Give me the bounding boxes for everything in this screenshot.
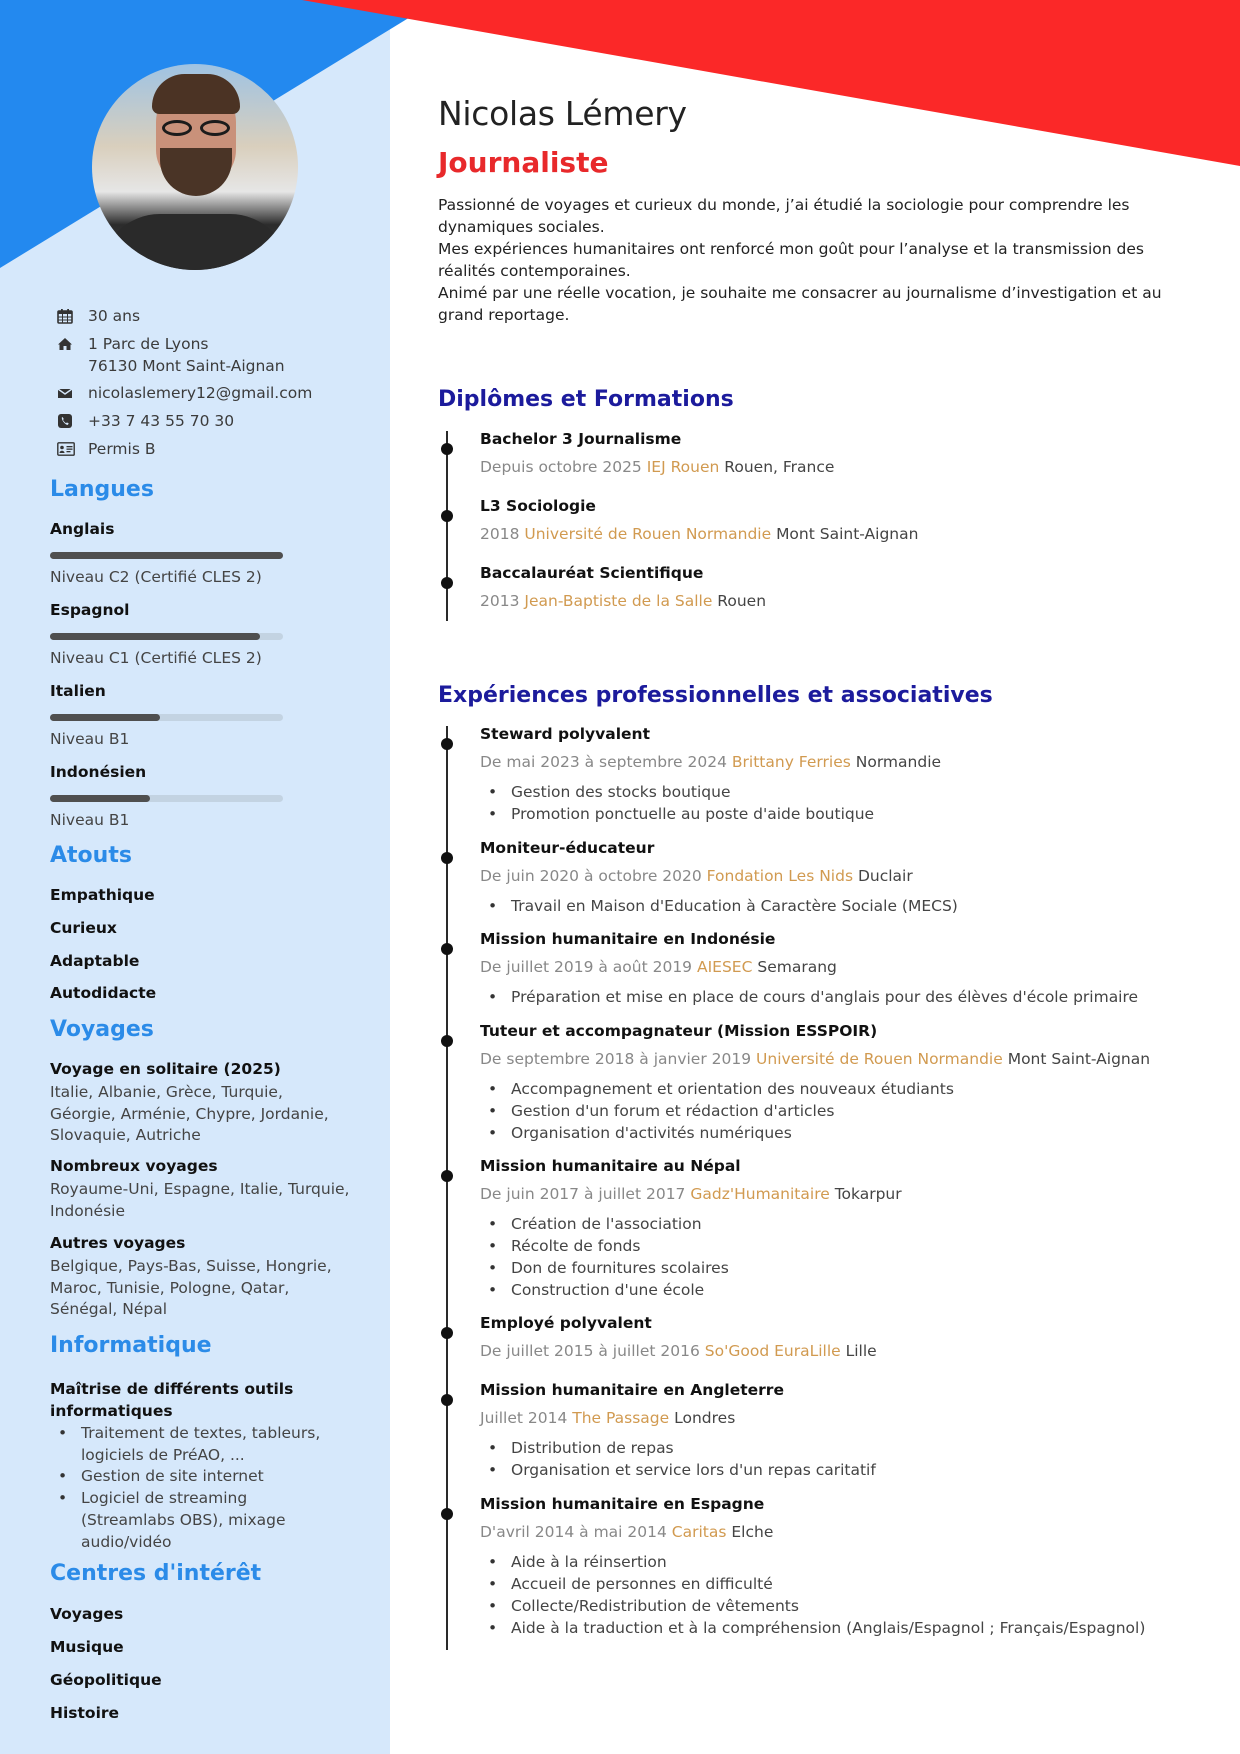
entry-meta	[480, 1050, 1150, 1068]
interest-item: Voyages	[50, 1605, 124, 1623]
entry-bullet: • Aide à la réinsertion	[480, 1551, 1200, 1573]
email-link[interactable]: nicolaslemery12@gmail.com	[88, 384, 313, 402]
entry-meta	[480, 1185, 902, 1203]
contact-phone	[50, 410, 234, 432]
entry-date: De septembre 2018 à janvier 2019	[480, 1050, 752, 1068]
interest-item: Histoire	[50, 1704, 120, 1722]
entry-meta	[480, 525, 918, 543]
entry-location: Duclair	[857, 867, 913, 885]
computing-heading: Informatique	[50, 1333, 212, 1358]
address-line2: 76130 Mont Saint-Aignan	[88, 357, 285, 375]
entry-bullets	[480, 1551, 1200, 1639]
entry-meta	[480, 1523, 773, 1541]
strength-item: Empathique	[50, 886, 155, 904]
language-level-fill	[50, 633, 260, 640]
photo-glasses	[160, 120, 232, 136]
entry-title: Mission humanitaire en Indonésie	[480, 930, 776, 948]
entry-bullet: • Accueil de personnes en difficulté	[480, 1573, 1200, 1595]
entry-bullets	[480, 781, 1200, 825]
timeline-dot	[441, 1394, 453, 1406]
timeline-dot	[441, 852, 453, 864]
license-text: Permis B	[88, 440, 156, 458]
entry-date: Depuis octobre 2025	[480, 458, 642, 476]
language-level-bar	[50, 633, 283, 640]
entry-bullet: • Travail en Maison d'Education à Caractère Sociale (MECS)	[480, 895, 1200, 917]
interest-item: Géopolitique	[50, 1671, 162, 1689]
language-level-fill	[50, 552, 283, 559]
strength-item: Autodidacte	[50, 984, 157, 1002]
language-name: Espagnol	[50, 601, 130, 619]
home-icon	[50, 333, 88, 355]
contact-email	[50, 382, 312, 404]
experience-heading: Expériences professionnelles et associatives	[438, 683, 993, 708]
photo-beard	[160, 148, 232, 196]
entry-bullet: • Gestion des stocks boutique	[480, 781, 1200, 803]
entry-org: Jean-Baptiste de la Salle	[524, 592, 713, 610]
timeline-dot	[441, 443, 453, 455]
entry-meta	[480, 1342, 877, 1360]
entry-location: Tokarpur	[834, 1185, 902, 1203]
entry-meta	[480, 867, 913, 885]
entry-bullet: • Gestion d'un forum et rédaction d'articles	[480, 1100, 1200, 1122]
entry-title: Bachelor 3 Journalisme	[480, 430, 682, 448]
entry-date: D'avril 2014 à mai 2014	[480, 1523, 667, 1541]
language-level-fill	[50, 795, 150, 802]
entry-bullet: • Création de l'association	[480, 1213, 1200, 1235]
entry-date: 2018	[480, 525, 520, 543]
timeline-dot	[441, 1327, 453, 1339]
entry-bullet: • Collecte/Redistribution de vêtements	[480, 1595, 1200, 1617]
age-text: 30 ans	[88, 307, 141, 325]
entry-bullet: • Don de fournitures scolaires	[480, 1257, 1200, 1279]
entry-location: Mont Saint-Aignan	[776, 525, 919, 543]
computing-item: • Traitement de textes, tableurs, logiciels de PréAO, ...	[50, 1423, 340, 1466]
entry-location: Londres	[674, 1409, 736, 1427]
envelope-icon	[50, 382, 88, 404]
phone-text[interactable]: +33 7 43 55 70 30	[88, 412, 235, 430]
address-line1: 1 Parc de Lyons	[88, 335, 209, 353]
entry-bullet: • Récolte de fonds	[480, 1235, 1200, 1257]
contact-license	[50, 438, 155, 460]
language-level: Niveau C1 (Certifié CLES 2)	[50, 649, 262, 667]
travel-group-countries: Belgique, Pays-Bas, Suisse, Hongrie, Maroc, Tunisie, Pologne, Qatar, Sénégal, Népal	[50, 1257, 332, 1319]
entry-date: De mai 2023 à septembre 2024	[480, 753, 727, 771]
entry-meta	[480, 753, 941, 771]
entry-org: IEJ Rouen	[646, 458, 720, 476]
language-level-bar	[50, 552, 283, 559]
strength-item: Adaptable	[50, 952, 140, 970]
entry-location: Normandie	[855, 753, 942, 771]
summary-paragraph: Mes expériences humanitaires ont renforcé mon goût pour l’analyse et la transmission des réalités contemporaines.	[438, 240, 1144, 280]
profile-photo	[92, 64, 298, 270]
language-level: Niveau B1	[50, 811, 130, 829]
language-level: Niveau C2 (Certifié CLES 2)	[50, 568, 262, 586]
interest-item: Musique	[50, 1638, 124, 1656]
entry-location: Lille	[845, 1342, 877, 1360]
entry-title: Mission humanitaire au Népal	[480, 1157, 741, 1175]
entry-org: So'Good EuraLille	[704, 1342, 841, 1360]
entry-date: De juin 2020 à octobre 2020	[480, 867, 702, 885]
entry-title: Tuteur et accompagnateur (Mission ESSPOIR)	[480, 1022, 878, 1040]
travel-group-title: Voyage en solitaire (2025)	[50, 1060, 281, 1078]
entry-bullet: • Construction d'une école	[480, 1279, 1200, 1301]
contact-age	[50, 305, 140, 327]
entry-title: Moniteur-éducateur	[480, 839, 655, 857]
entry-bullet: • Distribution de repas	[480, 1437, 1200, 1459]
entry-location: Elche	[731, 1523, 774, 1541]
entry-location: Rouen	[717, 592, 767, 610]
timeline-dot	[441, 943, 453, 955]
language-level-bar	[50, 714, 283, 721]
computing-list	[50, 1423, 340, 1553]
timeline-dot	[441, 510, 453, 522]
entry-bullet: • Promotion ponctuelle au poste d'aide boutique	[480, 803, 1200, 825]
entry-org: AIESEC	[696, 958, 753, 976]
entry-org: Fondation Les Nids	[706, 867, 854, 885]
summary-paragraph: Animé par une réelle vocation, je souhaite me consacrer au journalisme d’investigation et au grand reportage.	[438, 284, 1162, 324]
entry-org: Brittany Ferries	[731, 753, 851, 771]
entry-bullet: • Accompagnement et orientation des nouveaux étudiants	[480, 1078, 1200, 1100]
entry-bullet: • Préparation et mise en place de cours d'anglais pour des élèves d'école primaire	[480, 986, 1200, 1008]
language-level-bar	[50, 795, 283, 802]
travels-heading: Voyages	[50, 1017, 154, 1042]
entry-bullet: • Aide à la traduction et à la compréhension (Anglais/Espagnol ; Français/Espagnol)	[480, 1617, 1200, 1639]
strength-item: Curieux	[50, 919, 117, 937]
full-name: Nicolas Lémery	[438, 94, 687, 133]
job-title: Journaliste	[438, 146, 609, 179]
entry-date: De juillet 2019 à août 2019	[480, 958, 693, 976]
education-timeline-line	[446, 431, 448, 621]
contact-address	[50, 333, 285, 377]
entry-org: The Passage	[572, 1409, 670, 1427]
entry-meta	[480, 458, 834, 476]
calendar-icon	[50, 305, 88, 327]
entry-org: Caritas	[671, 1523, 727, 1541]
entry-bullet: • Organisation et service lors d'un repas caritatif	[480, 1459, 1200, 1481]
entry-title: Steward polyvalent	[480, 725, 650, 743]
entry-bullets	[480, 1078, 1200, 1144]
entry-org: Gadz'Humanitaire	[690, 1185, 830, 1203]
entry-meta	[480, 1409, 735, 1427]
travel-group-title: Autres voyages	[50, 1234, 186, 1252]
timeline-dot	[441, 1170, 453, 1182]
languages-heading: Langues	[50, 477, 154, 502]
id-card-icon	[50, 438, 88, 460]
entry-location: Semarang	[757, 958, 837, 976]
entry-title: Mission humanitaire en Angleterre	[480, 1381, 784, 1399]
entry-date: Juillet 2014	[480, 1409, 568, 1427]
entry-location: Rouen, France	[724, 458, 835, 476]
computing-title: Maîtrise de différents outils informatiques	[50, 1380, 294, 1420]
entry-bullets	[480, 895, 1200, 917]
timeline-dot	[441, 1035, 453, 1047]
entry-bullets	[480, 1437, 1200, 1481]
entry-org: Université de Rouen Normandie	[524, 525, 772, 543]
travel-group-title: Nombreux voyages	[50, 1157, 218, 1175]
entry-org: Université de Rouen Normandie	[756, 1050, 1003, 1068]
entry-meta	[480, 958, 837, 976]
entry-date: De juillet 2015 à juillet 2016	[480, 1342, 700, 1360]
language-name: Indonésien	[50, 763, 147, 781]
strengths-heading: Atouts	[50, 843, 132, 868]
photo-shirt	[100, 214, 290, 270]
entry-date: De juin 2017 à juillet 2017	[480, 1185, 686, 1203]
travel-group-countries: Royaume-Uni, Espagne, Italie, Turquie, Indonésie	[50, 1180, 350, 1220]
timeline-dot	[441, 738, 453, 750]
entry-title: Employé polyvalent	[480, 1314, 652, 1332]
timeline-dot	[441, 1508, 453, 1520]
entry-title: Baccalauréat Scientifique	[480, 564, 704, 582]
entry-date: 2013	[480, 592, 520, 610]
language-level: Niveau B1	[50, 730, 130, 748]
entry-bullets	[480, 1213, 1200, 1301]
profile-summary	[438, 194, 1198, 326]
timeline-dot	[441, 577, 453, 589]
photo-hair	[152, 74, 240, 114]
language-name: Italien	[50, 682, 106, 700]
travel-group-countries: Italie, Albanie, Grèce, Turquie, Géorgie, Arménie, Chypre, Jordanie, Slovaquie, Autriche	[50, 1083, 329, 1145]
computing-item: • Gestion de site internet	[50, 1466, 340, 1488]
language-level-fill	[50, 714, 160, 721]
entry-title: Mission humanitaire en Espagne	[480, 1495, 765, 1513]
phone-icon	[50, 410, 88, 432]
education-heading: Diplômes et Formations	[438, 387, 734, 412]
summary-paragraph: Passionné de voyages et curieux du monde, j’ai étudié la sociologie pour comprendre les dynamiques sociales.	[438, 196, 1130, 236]
language-name: Anglais	[50, 520, 115, 538]
entry-title: L3 Sociologie	[480, 497, 596, 515]
entry-bullets	[480, 986, 1200, 1008]
entry-bullet: • Organisation d'activités numériques	[480, 1122, 1200, 1144]
entry-meta	[480, 592, 766, 610]
red-triangle	[302, 0, 1240, 166]
computing-item: • Logiciel de streaming (Streamlabs OBS), mixage audio/vidéo	[50, 1488, 340, 1553]
interests-heading: Centres d'intérêt	[50, 1561, 262, 1586]
entry-location: Mont Saint-Aignan	[1007, 1050, 1151, 1068]
